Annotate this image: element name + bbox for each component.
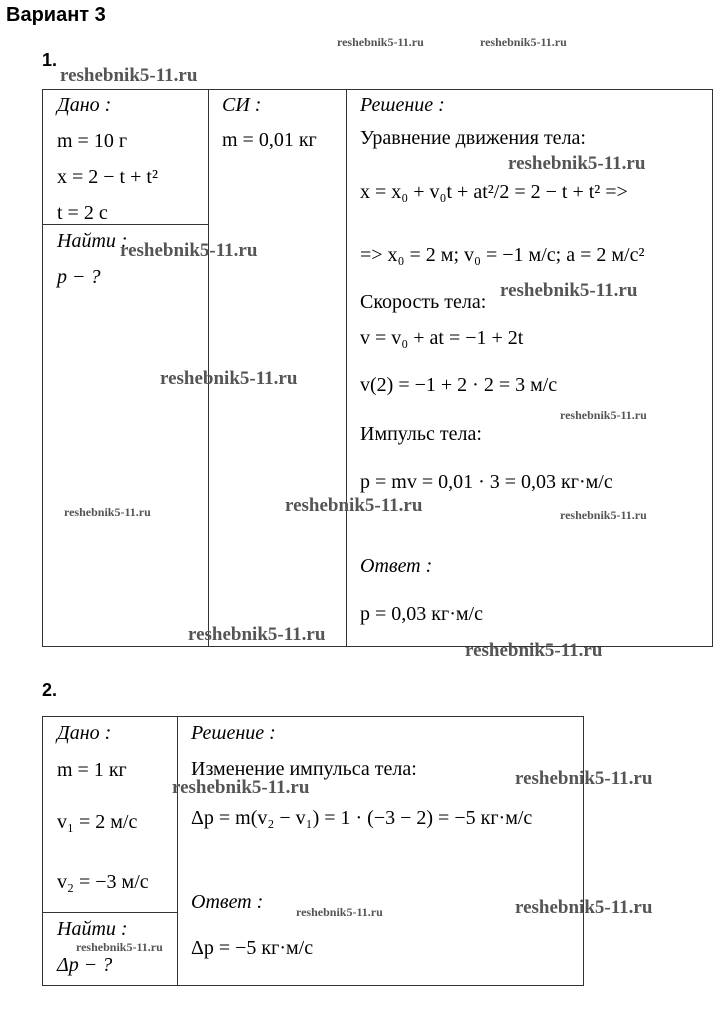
problem-1-number: 1. — [42, 50, 58, 70]
problem-2-number: 2. — [42, 680, 58, 700]
p1-si-mass: m = 0,01 кг — [222, 129, 317, 151]
problem-2-divider-solution — [177, 716, 178, 985]
p1-find-label: Найти : — [57, 230, 128, 252]
watermark: reshebnik5-11.ru — [160, 368, 298, 389]
p1-momentum-line: p = mv = 0,01 · 3 = 0,03 кг·м/с — [360, 471, 613, 493]
watermark: reshebnik5-11.ru — [120, 240, 258, 261]
watermark: reshebnik5-11.ru — [515, 897, 653, 918]
problem-2-divider-find — [42, 912, 178, 913]
problem-1-divider-solution — [346, 89, 347, 646]
p1-given-label: Дано : — [57, 94, 112, 116]
p1-momentum-title: Импульс тела: — [360, 423, 482, 445]
p2-given-mass: m = 1 кг — [57, 759, 127, 781]
problem-1-divider-find — [42, 224, 209, 225]
p1-given-mass — [57, 131, 127, 151]
watermark: reshebnik5-11.ru — [285, 495, 423, 516]
p1-given-law — [57, 167, 158, 187]
p1-answer-value: p = 0,03 кг·м/с — [360, 603, 483, 625]
p2-answer-label: Ответ : — [191, 891, 264, 913]
p1-eq-motion-line1: x = x₀ + v₀t + at²/2 = 2 − t + t² => — [360, 181, 628, 203]
p2-change-title: Изменение импульса тела: — [191, 758, 417, 780]
p2-change-line: Δp = m(v₂ − v₁) = 1 · (−3 − 2) = −5 кг·м/с — [191, 807, 533, 829]
p1-si-label: СИ : — [222, 94, 262, 116]
watermark: reshebnik5-11.ru — [500, 280, 638, 301]
page-title: Вариант 3 — [6, 4, 106, 26]
watermark: reshebnik5-11.ru — [76, 940, 163, 954]
watermark: reshebnik5-11.ru — [64, 505, 151, 519]
p1-velocity-line1: v = v₀ + at = −1 + 2t — [360, 327, 524, 349]
p1-velocity-line2: v(2) = −1 + 2 · 2 = 3 м/с — [360, 374, 558, 396]
p2-answer-value: Δp = −5 кг·м/с — [191, 937, 314, 959]
watermark: reshebnik5-11.ru — [508, 153, 646, 174]
watermark: reshebnik5-11.ru — [296, 905, 383, 919]
watermark: reshebnik5-11.ru — [337, 35, 424, 49]
watermark: reshebnik5-11.ru — [480, 35, 567, 49]
p2-given-label: Дано : — [57, 722, 112, 744]
p1-given-time-text: t = 2 с — [57, 202, 108, 224]
p2-given-v1: v₁ = 2 м/с — [57, 811, 138, 833]
p2-find-label: Найти : — [57, 918, 128, 940]
p1-eq-motion-line2: => x₀ = 2 м; v₀ = −1 м/с; a = 2 м/с² — [360, 244, 645, 266]
watermark: reshebnik5-11.ru — [560, 408, 647, 422]
watermark: reshebnik5-11.ru — [465, 640, 603, 661]
p1-find-value: p − ? — [57, 266, 101, 288]
p1-solution-label: Решение : — [360, 94, 445, 116]
watermark: reshebnik5-11.ru — [188, 624, 326, 645]
p2-solution-label: Решение : — [191, 722, 276, 744]
p1-given-time — [57, 203, 108, 223]
watermark: reshebnik5-11.ru — [560, 508, 647, 522]
p1-given-mass-text: m = 10 г — [57, 130, 128, 152]
p2-find-value: Δp − ? — [57, 954, 113, 976]
watermark: reshebnik5-11.ru — [60, 65, 198, 86]
p2-given-v2: v₂ = −3 м/с — [57, 871, 149, 893]
watermark: reshebnik5-11.ru — [172, 777, 310, 798]
p1-given-law-text: x = 2 − t + t² — [57, 166, 158, 188]
p1-velocity-title: Скорость тела: — [360, 291, 487, 313]
watermark: reshebnik5-11.ru — [515, 768, 653, 789]
p1-answer-label: Ответ : — [360, 555, 433, 577]
p1-eq-motion-title: Уравнение движения тела: — [360, 127, 586, 149]
